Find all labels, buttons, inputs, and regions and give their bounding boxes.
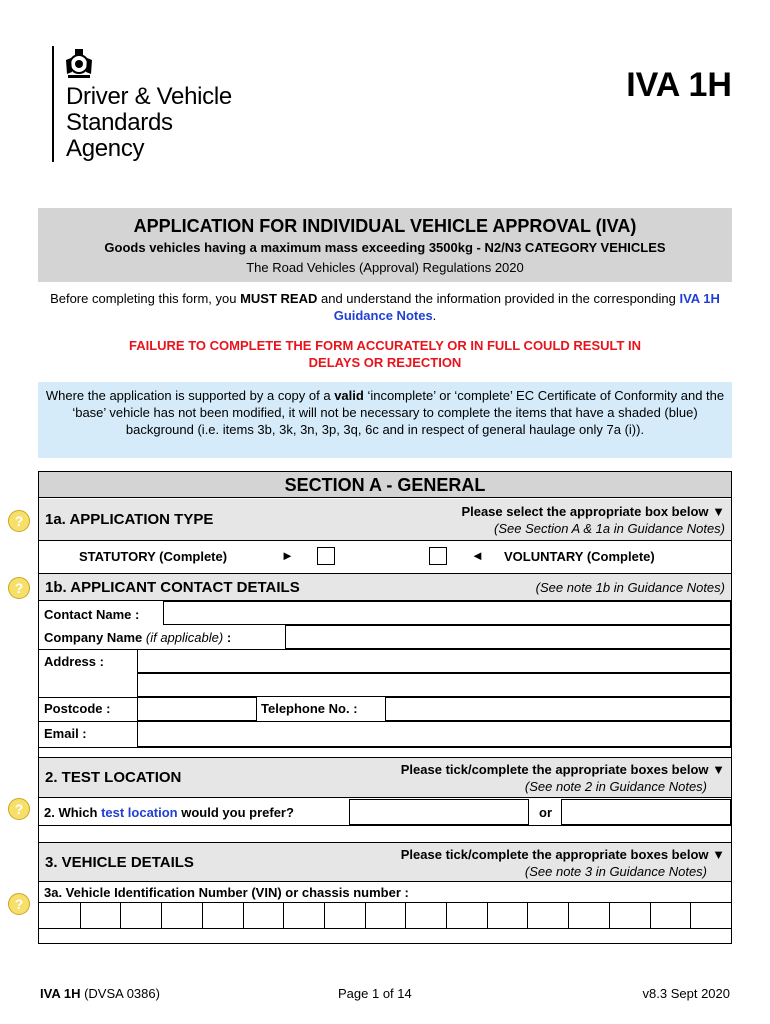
vin-cell-divider (324, 902, 325, 928)
statutory-label: STATUTORY (Complete) (79, 549, 228, 564)
vin-cell-divider (80, 902, 81, 928)
address-line-2-input[interactable] (137, 673, 731, 697)
vin-cell-divider (690, 902, 691, 928)
vin-cell-divider (120, 902, 121, 928)
telephone-input[interactable] (385, 697, 731, 721)
vin-cell-divider (446, 902, 447, 928)
telephone-label: Telephone No. : (261, 701, 358, 716)
company-name-label: Company Name (if applicable) : (44, 630, 232, 645)
vin-cell-divider (568, 902, 569, 928)
version-label: v8.3 Sept 2020 (642, 986, 730, 1001)
contact-name-label: Contact Name : (44, 607, 140, 622)
address-label: Address : (44, 654, 104, 669)
vin-cell-divider (283, 902, 284, 928)
vin-cell-divider (243, 902, 244, 928)
help-icon[interactable]: ? (8, 893, 30, 915)
vin-cell-divider (650, 902, 651, 928)
arrow-left-icon: ◄ (471, 548, 484, 563)
postcode-input[interactable] (137, 697, 257, 721)
help-icon[interactable]: ? (8, 510, 30, 532)
contact-details-label: 1b. APPLICANT CONTACT DETAILS (45, 579, 300, 596)
intro-text: Before completing this form, you MUST READ and understand the information provided in the corresponding IVA 1H Guidance Notes. (50, 291, 720, 323)
form-subtitle: Goods vehicles having a maximum mass exceeding 3500kg - N2/N3 CATEGORY VEHICLES (104, 240, 666, 255)
shaded-items-note: Where the application is supported by a copy of a valid ‘incomplete’ or ‘complete’ EC Certificate of Conformity and the ‘base’ vehicle has not been modified, it will not be necessary to complete the items that have a shaded (blue) background (i.e. items 3b, 3k, 3n, 3p, 3q, 6c and in respect of general haulage only 7a (i)). (38, 382, 732, 458)
vin-cell-divider (405, 902, 406, 928)
vehicle-details-header: 3. VEHICLE DETAILS Please tick/complete the appropriate boxes below ▼ (See note 3 in Guidance Notes) (39, 842, 731, 882)
email-input[interactable] (137, 721, 731, 747)
agency-name: Driver & Vehicle Standards Agency (66, 83, 232, 162)
vin-cell-divider (161, 902, 162, 928)
voluntary-checkbox[interactable] (429, 547, 447, 565)
contact-name-input[interactable] (163, 601, 731, 625)
help-icon[interactable]: ? (8, 577, 30, 599)
application-type-header: 1a. APPLICATION TYPE Please select the appropriate box below ▼ (See Section A & 1a in Guidance Notes) (39, 499, 731, 541)
royal-crest-icon (62, 46, 96, 80)
section-a-title: SECTION A - GENERAL (39, 472, 731, 498)
test-location-link[interactable]: test location (101, 805, 178, 820)
vin-cell-divider (609, 902, 610, 928)
page-number: Page 1 of 14 (338, 986, 412, 1001)
email-label: Email : (44, 726, 87, 741)
footer-form-ref: IVA 1H (DVSA 0386) (40, 986, 160, 1001)
vin-cell-divider (202, 902, 203, 928)
or-label: or (539, 805, 552, 820)
test-location-label: 2. TEST LOCATION (45, 769, 182, 786)
help-icon[interactable]: ? (8, 798, 30, 820)
test-location-preference-1[interactable] (349, 799, 529, 825)
vin-cell-divider (527, 902, 528, 928)
vin-cell-divider (365, 902, 366, 928)
section-a (38, 471, 732, 944)
vin-cell-divider (487, 902, 488, 928)
contact-details-header: 1b. APPLICANT CONTACT DETAILS (See note 1b in Guidance Notes) (39, 574, 731, 601)
title-banner (38, 208, 732, 282)
test-location-preference-2[interactable] (561, 799, 731, 825)
vin-input-cells[interactable] (39, 902, 731, 928)
regulations-text: The Road Vehicles (Approval) Regulations 2020 (246, 260, 524, 275)
form-code: IVA 1H (626, 66, 732, 104)
arrow-right-icon: ► (281, 548, 294, 563)
test-location-question: 2. Which test location would you prefer? (44, 805, 294, 820)
test-location-header: 2. TEST LOCATION Please tick/complete the appropriate boxes below ▼ (See note 2 in Guidance Notes) (39, 757, 731, 798)
application-type-label: 1a. APPLICATION TYPE (45, 511, 214, 528)
company-name-input[interactable] (285, 625, 731, 649)
logo-divider (52, 46, 54, 162)
vin-label: 3a. Vehicle Identification Number (VIN) or chassis number : (44, 885, 409, 900)
failure-warning: FAILURE TO COMPLETE THE FORM ACCURATELY OR IN FULL COULD RESULT IN DELAYS OR REJECTION (128, 338, 642, 370)
voluntary-label: VOLUNTARY (Complete) (504, 549, 655, 564)
address-line-1-input[interactable] (137, 649, 731, 673)
statutory-checkbox[interactable] (317, 547, 335, 565)
vehicle-details-label: 3. VEHICLE DETAILS (45, 854, 194, 871)
postcode-label: Postcode : (44, 701, 111, 716)
form-title: APPLICATION FOR INDIVIDUAL VEHICLE APPROVAL (IVA) (133, 216, 637, 236)
guidance-notes-link[interactable]: IVA 1H Guidance Notes (333, 291, 720, 323)
